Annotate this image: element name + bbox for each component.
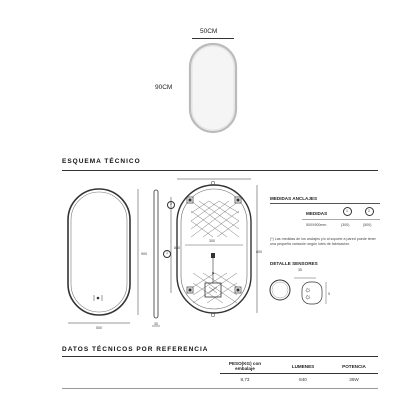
touch-sensor-icon (97, 297, 100, 300)
width-dimension-line (192, 38, 234, 39)
sensor-switch-icon (304, 286, 311, 300)
datos-header-lumenes: LUMENES (291, 364, 315, 369)
datos-bottom-rule (62, 388, 378, 389)
depth-label: 30 (154, 322, 158, 326)
anclajes-row-label: 500X900mm (306, 223, 327, 227)
anclajes-note: (*) Las medidas de los anclajes y/o al soporte a pared puede tener una pequeña variación según lotes de fabricación. (270, 237, 376, 246)
sensor-touch-icon: ☼ (304, 292, 312, 301)
anclajes-val-1: (300) (341, 223, 350, 227)
datos-value-potencia: 36W (349, 377, 359, 382)
marker-2-label: 2 (170, 202, 172, 206)
cable-connector (211, 253, 215, 258)
back-height-label: 800 (256, 250, 262, 254)
sensores-title: DETALLE SENSORES (270, 261, 318, 266)
side-profile-drawing (150, 188, 164, 338)
marker-1-label: 1 (166, 251, 168, 255)
datos-value-lumenes: 840 (299, 377, 307, 382)
section-title-datos: DATOS TÉCNICOS POR REFERENCIA (62, 346, 209, 353)
front-width-label: 500 (96, 326, 102, 330)
datos-header-potencia: POTENCIA (342, 364, 366, 369)
sensor-sun-icon: ☼ (304, 285, 312, 294)
front-height-label: 900 (141, 252, 147, 256)
anclajes-col-1: 1 (346, 209, 348, 213)
anclajes-row-rule (302, 219, 380, 220)
sensores-dim-top: 35 (298, 268, 302, 272)
anclajes-col-header: MEDIDAS (306, 211, 328, 216)
anchor-width-label: 300 (209, 239, 215, 243)
height-label: 90CM (155, 84, 173, 91)
anclajes-val-2: (500) (363, 223, 372, 227)
anclajes-title: MEDIDAS ANCLAJES (270, 196, 318, 201)
section-title-esquema: ESQUEMA TÉCNICO (62, 158, 141, 165)
section-rule-esquema (62, 170, 378, 171)
anclajes-rule (270, 203, 380, 204)
mirror-top-view (188, 42, 240, 134)
datos-header-rule (220, 373, 378, 374)
anchor-height-label: 880 (174, 246, 180, 250)
width-label: 50CM (200, 28, 218, 35)
back-view-drawing (165, 175, 265, 330)
anclajes-col-2: 2 (368, 209, 370, 213)
datos-value-peso: 8,73 (240, 377, 250, 382)
section-rule-datos (62, 356, 378, 357)
datos-header-peso: PESO(KG) con embalaje (228, 361, 262, 371)
sensores-dim-side: 5 (328, 292, 330, 296)
front-view-drawing (58, 185, 158, 335)
